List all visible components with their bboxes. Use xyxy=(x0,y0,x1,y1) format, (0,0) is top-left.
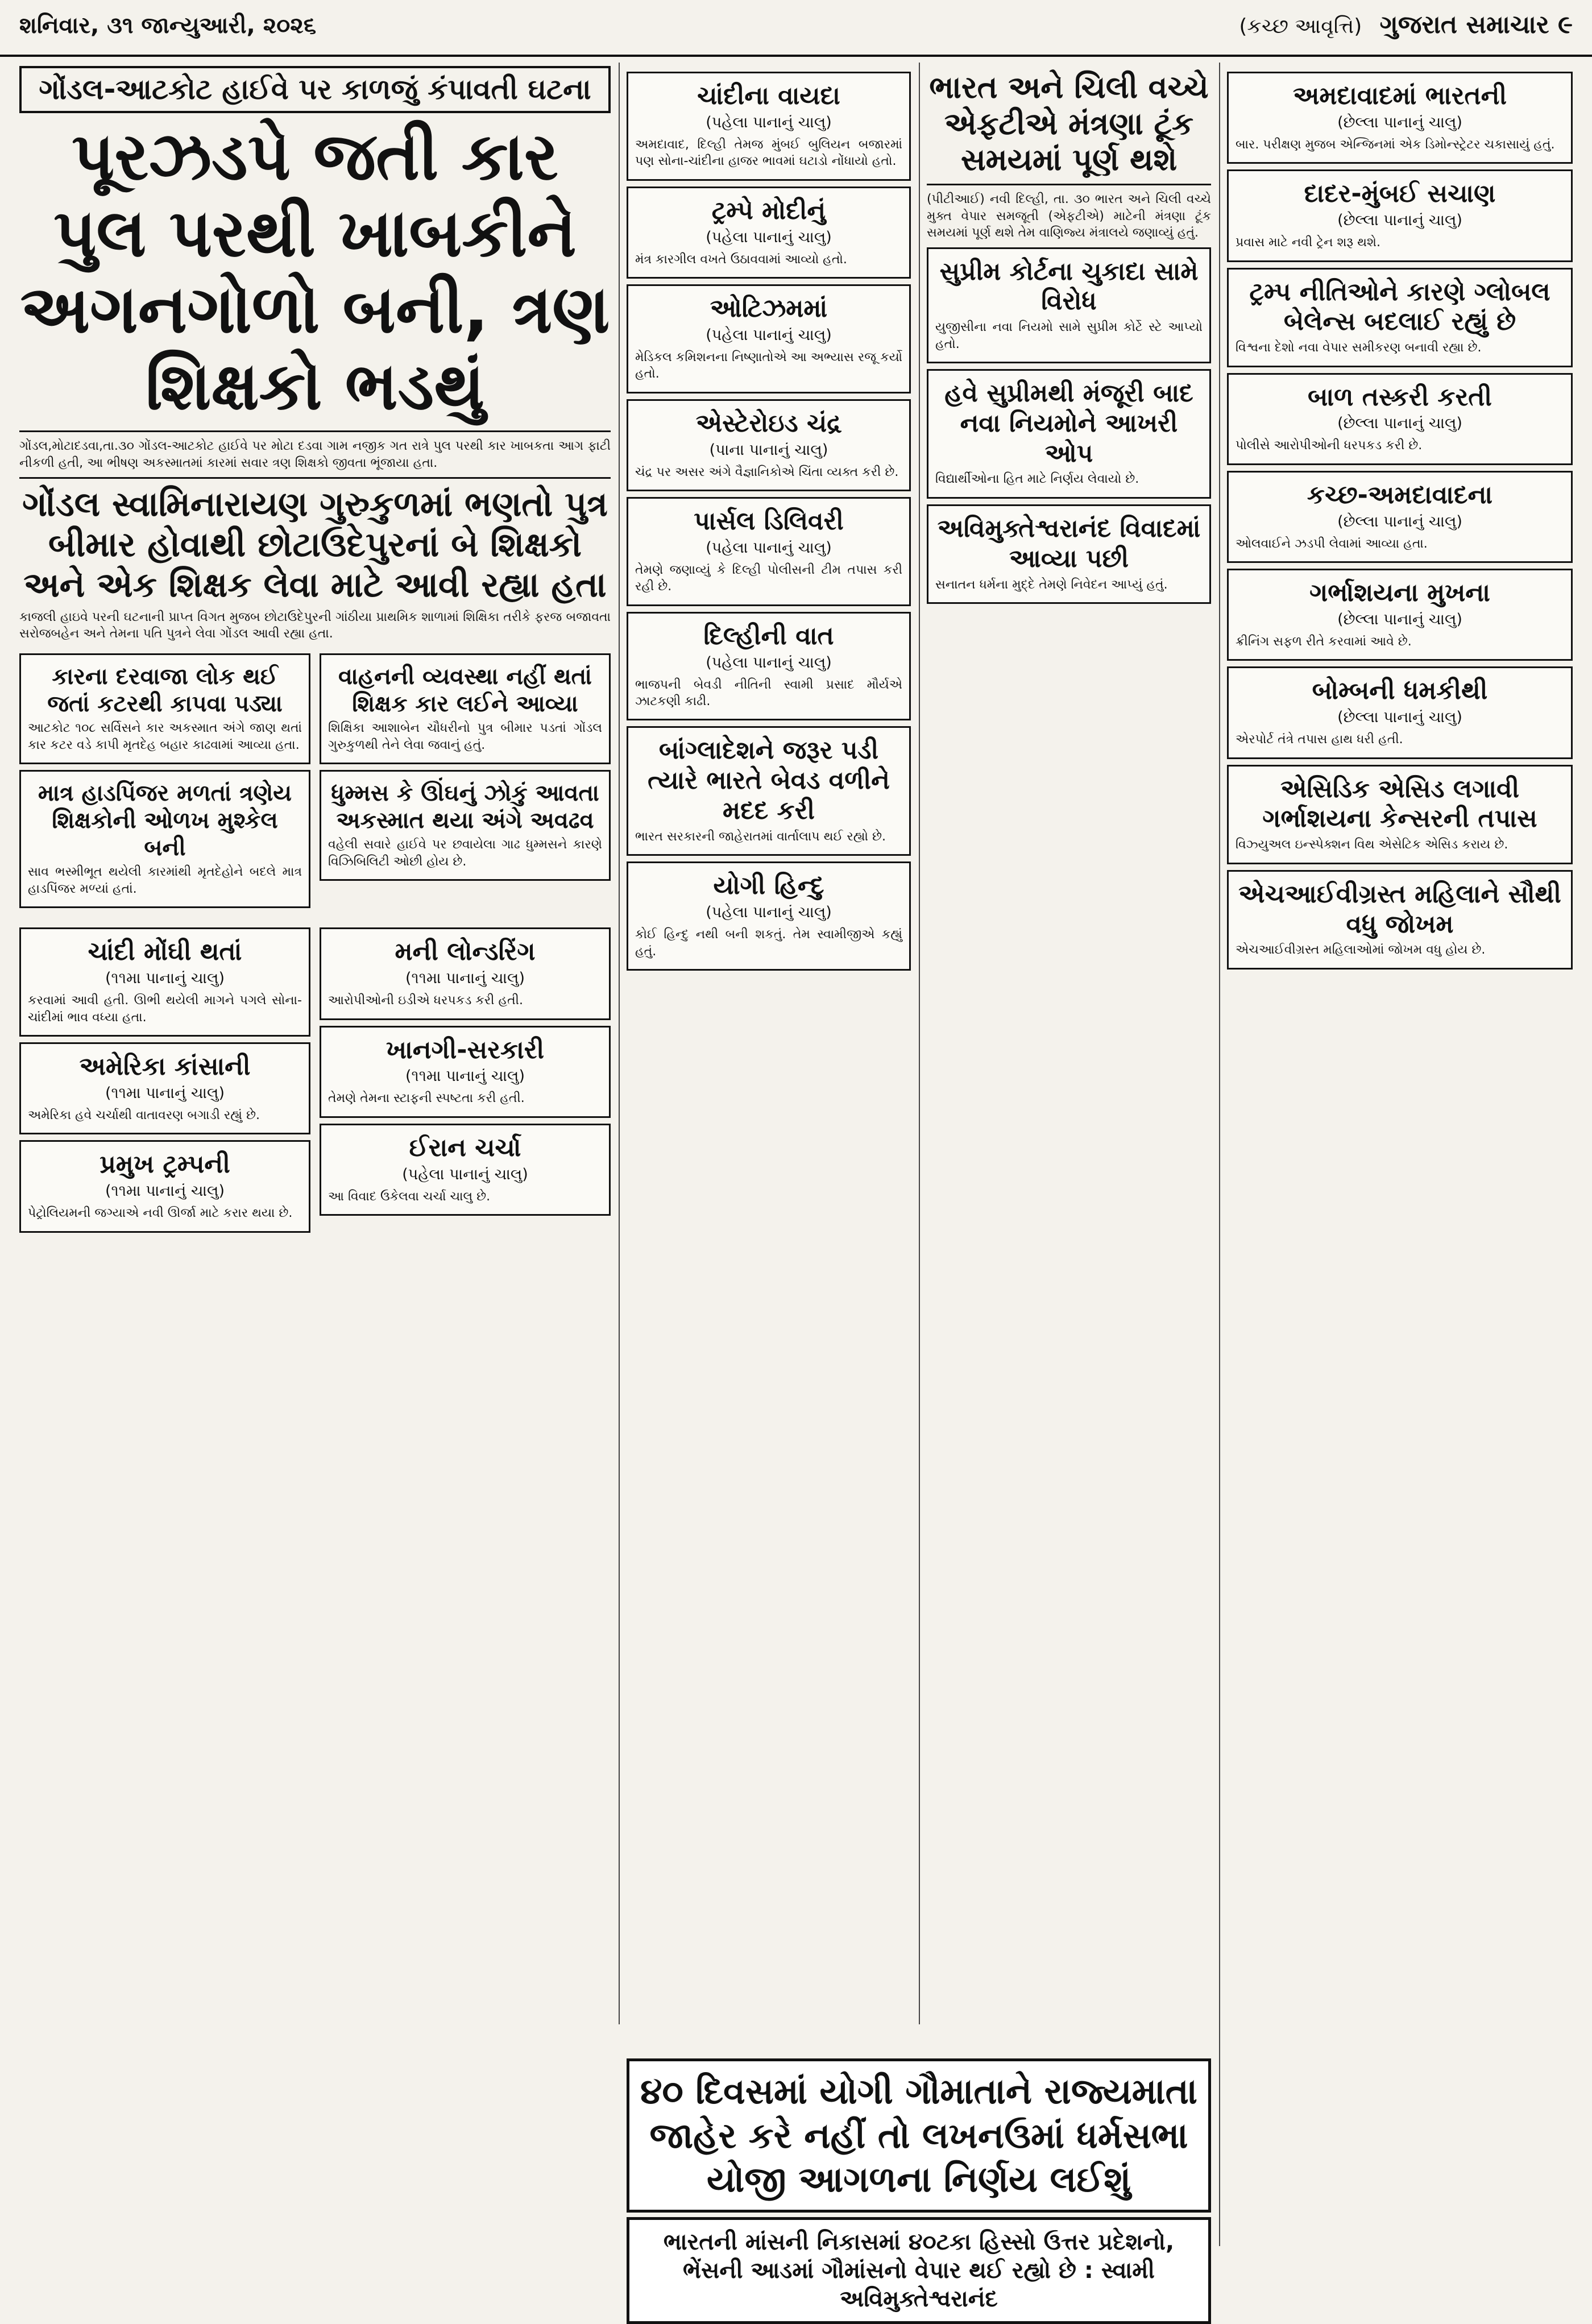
header-date: શનિવાર, ૩૧ જાન્યુઆરી, ૨૦૨૬ xyxy=(19,13,317,39)
item-cont: (પહેલા પાનાનું ચાલુ) xyxy=(706,228,832,246)
continuation-item xyxy=(1227,870,1573,970)
continuation-item xyxy=(1227,666,1573,759)
item-title: ટ્રમ્પ નીતિઓને કારણે ગ્લોબલ બેલેન્સ બદલાઈ રહ્યું છે xyxy=(1249,277,1550,337)
main-sub-body: કાજલી હાઇવે પરની ઘટનાની પ્રાપ્ત વિગત મુજબ છોટાઉદેપુરની ગાંઠીયા પ્રાથમિક શાળામાં શિક્ષિકા તરીકે ફરજ બજાવતા સરોજબહેન અને તેમના પતિ પુત્રને લેવા ગોંડલ આવી રહ્યા હતા. xyxy=(19,610,611,641)
item-cont: (પાના પાનાનું ચાલુ) xyxy=(709,441,828,459)
banner-box-1 xyxy=(627,2058,1211,2213)
continuation-col-left xyxy=(19,922,310,1238)
item-body: ભાજપની બેવડી નીતિની સ્વામી પ્રસાદ મૌર્યએ ઝાટકણી કાઢી. xyxy=(635,677,902,709)
sidebar-row xyxy=(19,648,611,914)
sidebar-box xyxy=(19,770,310,908)
banner-headline-2: ભારતની માંસની નિકાસમાં ૪૦ટકા હિસ્સો ઉત્તર પ્રદેશનો, ભેંસની આડમાં ગૌમાંસનો વેપાર થઈ રહ્યો છે : સ્વામી અવિમુક્તેશ્વરાનંદ xyxy=(663,2228,1175,2312)
item-title: દિલ્હીની વાત xyxy=(703,621,834,651)
item-title: પાર્સલ ડિલિવરી xyxy=(694,507,844,536)
publication-name xyxy=(1239,10,1573,39)
divider xyxy=(19,477,611,479)
item-cont: (પહેલા પાનાનું ચાલુ) xyxy=(706,326,832,344)
continuation-item xyxy=(320,927,611,1020)
column-divider xyxy=(619,63,620,2024)
item-cont: (છેલ્લા પાનાનું ચાલુ) xyxy=(1337,610,1462,628)
item-body: એચઆઈવીગ્રસ્ત મહિલાઓમાં જોખમ વધુ હોય છે. xyxy=(1236,943,1486,958)
item-body: ક્રીનિંગ સફળ રીતે કરવામાં આવે છે. xyxy=(1236,634,1412,649)
right-sub-item xyxy=(927,369,1211,499)
continuation-item xyxy=(320,1026,611,1118)
item-title: પ્રમુખ ટ્રમ્પની xyxy=(100,1150,230,1179)
right-body: (પીટીઆઈ) નવી દિલ્હી, તા. ૩૦ ભારત અને ચિલી વચ્ચે મુક્ત વેપાર સમજૂતી (એફટીએ) માટેની મંત્રણા ટૂંક સમયમાં પૂર્ણ થશે તેમ વાણિજ્ય મંત્રાલયે જણાવ્યું હતું. xyxy=(927,192,1211,241)
item-title: અમદાવાદમાં ભારતની xyxy=(1292,81,1507,110)
right-sub-item xyxy=(927,247,1211,364)
item-cont: (૧૧મા પાનાનું ચાલુ) xyxy=(105,1182,225,1200)
main-headline-line-2: અગનગોળો બની, ત્રણ શિક્ષકો ભડથું xyxy=(20,271,610,425)
page-header xyxy=(0,0,1592,57)
main-headline-line-1: પૂરઝડપે જતી કાર પુલ પરથી ખાબકીને xyxy=(53,118,577,272)
continuation-item xyxy=(1227,268,1573,367)
continuation-item xyxy=(627,612,911,721)
item-body: પ્રવાસ માટે નવી ટ્રેન શરૂ થશે. xyxy=(1236,235,1380,250)
sidebar-title: કારના દરવાજા લોક થઈ જતાં કટરથી કાપવા પડ્યા xyxy=(47,664,283,718)
continuation-item xyxy=(1227,72,1573,164)
item-title: બાળ તસ્કરી કરતી xyxy=(1308,382,1492,412)
item-cont: (૧૧મા પાનાનું ચાલુ) xyxy=(105,970,225,988)
item-body: વિશ્વના દેશો નવા વેપાર સમીકરણ બનાવી રહ્યા છે. xyxy=(1236,341,1482,355)
item-title: એસિડિક એસિડ લગાવી ગર્ભાશયના કેન્સરની તપાસ xyxy=(1262,774,1537,834)
continuation-item xyxy=(19,1042,310,1134)
continuation-col-right xyxy=(320,922,611,1238)
continuation-item xyxy=(627,861,911,971)
item-cont: (છેલ્લા પાનાનું ચાલુ) xyxy=(1337,113,1462,131)
item-cont: (૧૧મા પાનાનું ચાલુ) xyxy=(405,970,525,988)
continuation-item xyxy=(627,187,911,279)
continuation-item xyxy=(1227,765,1573,864)
item-title: સુપ્રીમ કોર્ટના ચુકાદા સામે વિરોધ xyxy=(939,256,1199,316)
far-right-column xyxy=(1227,66,1573,2250)
item-body: મેડિકલ કમિશનના નિષ્ણાતોએ આ અભ્યાસ રજૂ કર્યો હતો. xyxy=(635,350,902,382)
item-title: એસ્ટેરોઇડ ચંદ્ર xyxy=(695,408,842,438)
item-body: વિઝ્યુઅલ ઇન્સ્પેક્શન વિથ એસેટિક એસિડ કરાય છે. xyxy=(1236,838,1508,852)
item-cont: (૧૧મા પાનાનું ચાલુ) xyxy=(405,1067,525,1086)
item-title: ચાંદી મોંઘી થતાં xyxy=(88,937,242,967)
continuation-item xyxy=(627,726,911,856)
item-body: પેટ્રોલિયમની જગ્યાએ નવી ઊર્જા માટે કરાર થયા છે. xyxy=(28,1206,293,1221)
item-title: દાદર-મુંબઈ સચાણ xyxy=(1304,179,1496,209)
continuation-item xyxy=(627,497,911,606)
item-body: મંત્ર કારગીલ વખતે ઉઠાવવામાં આવ્યો હતો. xyxy=(635,252,847,267)
bottom-banner xyxy=(627,2058,1211,2312)
sidebar-left xyxy=(19,648,310,914)
item-cont: (છેલ્લા પાનાનું ચાલુ) xyxy=(1337,512,1462,531)
item-cont: (છેલ્લા પાનાનું ચાલુ) xyxy=(1337,415,1462,433)
item-body: અમેરિકા હવે ચર્ચાથી વાતાવરણ બગાડી રહ્યું છે. xyxy=(28,1108,260,1122)
item-body: ભારત સરકારની જાહેરાતમાં વાર્તાલાપ થઈ રહ્યો છે. xyxy=(635,829,886,844)
item-title: એચઆઈવીગ્રસ્ત મહિલાને સૌથી વધુ જોખમ xyxy=(1238,879,1561,939)
divider xyxy=(19,430,611,432)
item-cont: (પહેલા પાનાનું ચાલુ) xyxy=(706,904,832,922)
continuation-item xyxy=(1227,569,1573,661)
item-body: અમદાવાદ, દિલ્હી તેમજ મુંબઈ બુલિયન બજારમાં પણ સોના-ચાંદીના હાજર ભાવમાં ઘટાડો નોંધાયો હતો. xyxy=(635,137,902,169)
continuation-item xyxy=(1227,471,1573,563)
item-title: અમેરિકા કાંસાની xyxy=(79,1052,251,1082)
item-body: પોલીસે આરોપીઓની ધરપકડ કરી છે. xyxy=(1236,438,1423,453)
item-body: બાર. પરીક્ષણ મુજબ એન્જિનમાં એક ડિમોન્સ્ટ્રેટર ચકાસાયું હતું. xyxy=(1236,137,1555,152)
banner-headline-1: ૪૦ દિવસમાં યોગી ગૌમાતાને રાજ્યમાતા જાહેર કરે નહીં તો લખનઉમાં ધર્મસભા યોજી આગળના નિર્ણય લઈશું xyxy=(640,2070,1197,2200)
sidebar-title: ધુમ્મસ કે ઊંઘનું ઝોકું આવતા અકસ્માત થયા અંગે અવઢવ xyxy=(331,780,599,834)
right-headline: ભારત અને ચિલી વચ્ચે એફટીએ મંત્રણા ટૂંક સમયમાં પૂર્ણ થશે xyxy=(929,69,1209,178)
item-title: બોમ્બની ધમકીથી xyxy=(1312,676,1488,706)
main-kicker: ગોંડલ-આટકોટ હાઈવે પર કાળજું કંપાવતી ઘટના xyxy=(19,66,611,113)
sidebar-body: આટકોટ ૧૦૮ સર્વિસને કાર અકસ્માત અંગે જાણ થતાં કાર કટર વડે કાપી મૃતદેહ બહાર કાઢવામાં આવ્યા હતા. xyxy=(28,721,302,752)
continuation-item xyxy=(627,72,911,181)
item-title: અવિમુક્તેશ્વરાનંદ વિવાદમાં આવ્યા પછી xyxy=(937,513,1201,573)
main-body: ગોંડલ,મોટાદડવા,તા.૩૦ ગોંડલ-આટકોટ હાઈવે પર મોટા દડવા ગામ નજીક ગત રાત્રે પુલ પરથી કાર ખાબકતા આગ ફાટી નીકળી હતી, આ ભીષણ અકસ્માતમાં કારમાં સવાર ત્રણ શિક્ષકો જીવતા ભૂંજાયા હતા. xyxy=(19,439,611,470)
item-body: યુજીસીના નવા નિયમો સામે સુપ્રીમ કોર્ટે સ્ટે આપ્યો હતો. xyxy=(935,320,1203,351)
continuation-item xyxy=(1227,373,1573,465)
item-title: ગર્ભાશયના મુખના xyxy=(1309,578,1490,608)
middle-column xyxy=(627,66,911,2045)
item-cont: (પહેલા પાનાનું ચાલુ) xyxy=(706,653,832,672)
edition-label: (કચ્છ આવૃત્તિ) xyxy=(1239,15,1362,38)
sidebar-title: માત્ર હાડપિંજર મળતાં ત્રણેય શિક્ષકોની ઓળખ મુશ્કેલ બની xyxy=(38,780,292,861)
divider xyxy=(927,184,1211,185)
item-title: મની લોન્ડરિંગ xyxy=(395,937,536,967)
item-cont: (પહેલા પાનાનું ચાલુ) xyxy=(402,1165,528,1183)
item-title: ઓટિઝમમાં xyxy=(710,294,828,323)
item-body: ઓલવાઈને ઝડપી લેવામાં આવ્યા હતા. xyxy=(1236,536,1428,551)
item-body: વિદ્યાર્થીઓના હિત માટે નિર્ણય લેવાયો છે. xyxy=(935,472,1139,487)
continuation-item xyxy=(1227,169,1573,262)
item-title: યોગી હિન્દુ xyxy=(713,871,824,901)
item-cont: (૧૧મા પાનાનું ચાલુ) xyxy=(105,1084,225,1102)
sidebar-body: શિક્ષિકા આશાબેન ચૌધરીનો પુત્ર બીમાર પડતાં ગોંડલ ગુરુકુળથી તેને લેવા જવાનું હતું. xyxy=(328,721,602,752)
right-sub-item xyxy=(927,504,1211,604)
column-divider xyxy=(1219,63,1220,2246)
main-story xyxy=(19,66,611,1590)
right-story xyxy=(927,66,1211,2045)
sidebar-box xyxy=(19,653,310,764)
column-divider xyxy=(919,63,920,2024)
sidebar-box xyxy=(320,770,611,881)
item-body: આરોપીઓની ઇડીએ ધરપકડ કરી હતી. xyxy=(328,993,523,1008)
banner-box-2 xyxy=(627,2217,1211,2324)
continuation-item xyxy=(19,927,310,1037)
item-title: ખાનગી-સરકારી xyxy=(385,1035,545,1064)
item-title: કચ્છ-અમદાવાદના xyxy=(1307,480,1493,509)
item-body: સનાતન ધર્મના મુદ્દે તેમણે નિવેદન આપ્યું હતું. xyxy=(935,577,1168,592)
item-title: બાંગ્લાદેશને જરૂર પડી ત્યારે ભારતે બેવડ વળીને મદદ કરી xyxy=(648,736,890,826)
item-cont: (છેલ્લા પાનાનું ચાલુ) xyxy=(1337,709,1462,727)
item-title: ટ્રમ્પે મોદીનું xyxy=(711,196,826,225)
item-body: તેમણે જણાવ્યું કે દિલ્હી પોલીસની ટીમ તપાસ કરી રહી છે. xyxy=(635,562,902,594)
sidebar-mid xyxy=(320,648,611,914)
publication-title: ગુજરાત સમાચાર ૯ xyxy=(1379,10,1573,39)
sidebar-body: વહેલી સવારે હાઈવે પર છવાયેલા ગાઢ ધુમ્મસને કારણે વિઝિબિલિટી ઓછી હોય છે. xyxy=(328,838,602,869)
sidebar-body: સાવ ભસ્મીભૂત થયેલી કારમાંથી મૃતદેહોને બદલે માત્ર હાડપિંજર મળ્યાં હતાં. xyxy=(28,865,302,896)
item-title: ઈરાન ચર્ચા xyxy=(409,1133,521,1162)
item-cont: (પહેલા પાનાનું ચાલુ) xyxy=(706,113,832,131)
item-body: ચંદ્ર પર અસર અંગે વૈજ્ઞાનિકોએ ચિંતા વ્યક્ત કરી છે. xyxy=(635,465,899,479)
item-body: કરવામાં આવી હતી. ઊભી થયેલી માગને પગલે સોના-ચાંદીમાં ભાવ વધ્યા હતા. xyxy=(28,993,302,1025)
continuation-row xyxy=(19,922,611,1238)
main-sub-headline: ગોંડલ સ્વામિનારાયણ ગુરુકુળમાં ભણતો પુત્ર બીમાર હોવાથી છોટાઉદેપુરનાં બે શિક્ષકો અને એક શિક્ષક લેવા માટે આવી રહ્યા હતા xyxy=(22,484,608,605)
item-body: તેમણે તેમના સ્ટાફની સ્પષ્ટતા કરી હતી. xyxy=(328,1091,525,1106)
sidebar-title: વાહનની વ્યવસ્થા નહીં થતાં શિક્ષક કાર લઈને આવ્યા xyxy=(338,664,592,718)
continuation-item xyxy=(320,1124,611,1216)
item-cont: (છેલ્લા પાનાનું ચાલુ) xyxy=(1337,212,1462,230)
item-body: એરપોર્ટ તંત્રે તપાસ હાથ ધરી હતી. xyxy=(1236,732,1403,747)
item-body: કોઈ હિન્દુ નથી બની શકતું. તેમ સ્વામીજીએ કહ્યું હતું. xyxy=(635,927,902,959)
item-title: ચાંદીના વાયદા xyxy=(697,81,840,110)
sidebar-box xyxy=(320,653,611,764)
item-cont: (પહેલા પાનાનું ચાલુ) xyxy=(706,538,832,557)
item-body: આ વિવાદ ઉકેલવા ચર્ચા ચાલુ છે. xyxy=(328,1189,491,1204)
continuation-item xyxy=(627,284,911,393)
continuation-item xyxy=(19,1140,310,1232)
continuation-item xyxy=(627,399,911,491)
item-title: હવે સુપ્રીમથી મંજૂરી બાદ નવા નિયમોને આખરી ઓપ xyxy=(944,379,1193,468)
